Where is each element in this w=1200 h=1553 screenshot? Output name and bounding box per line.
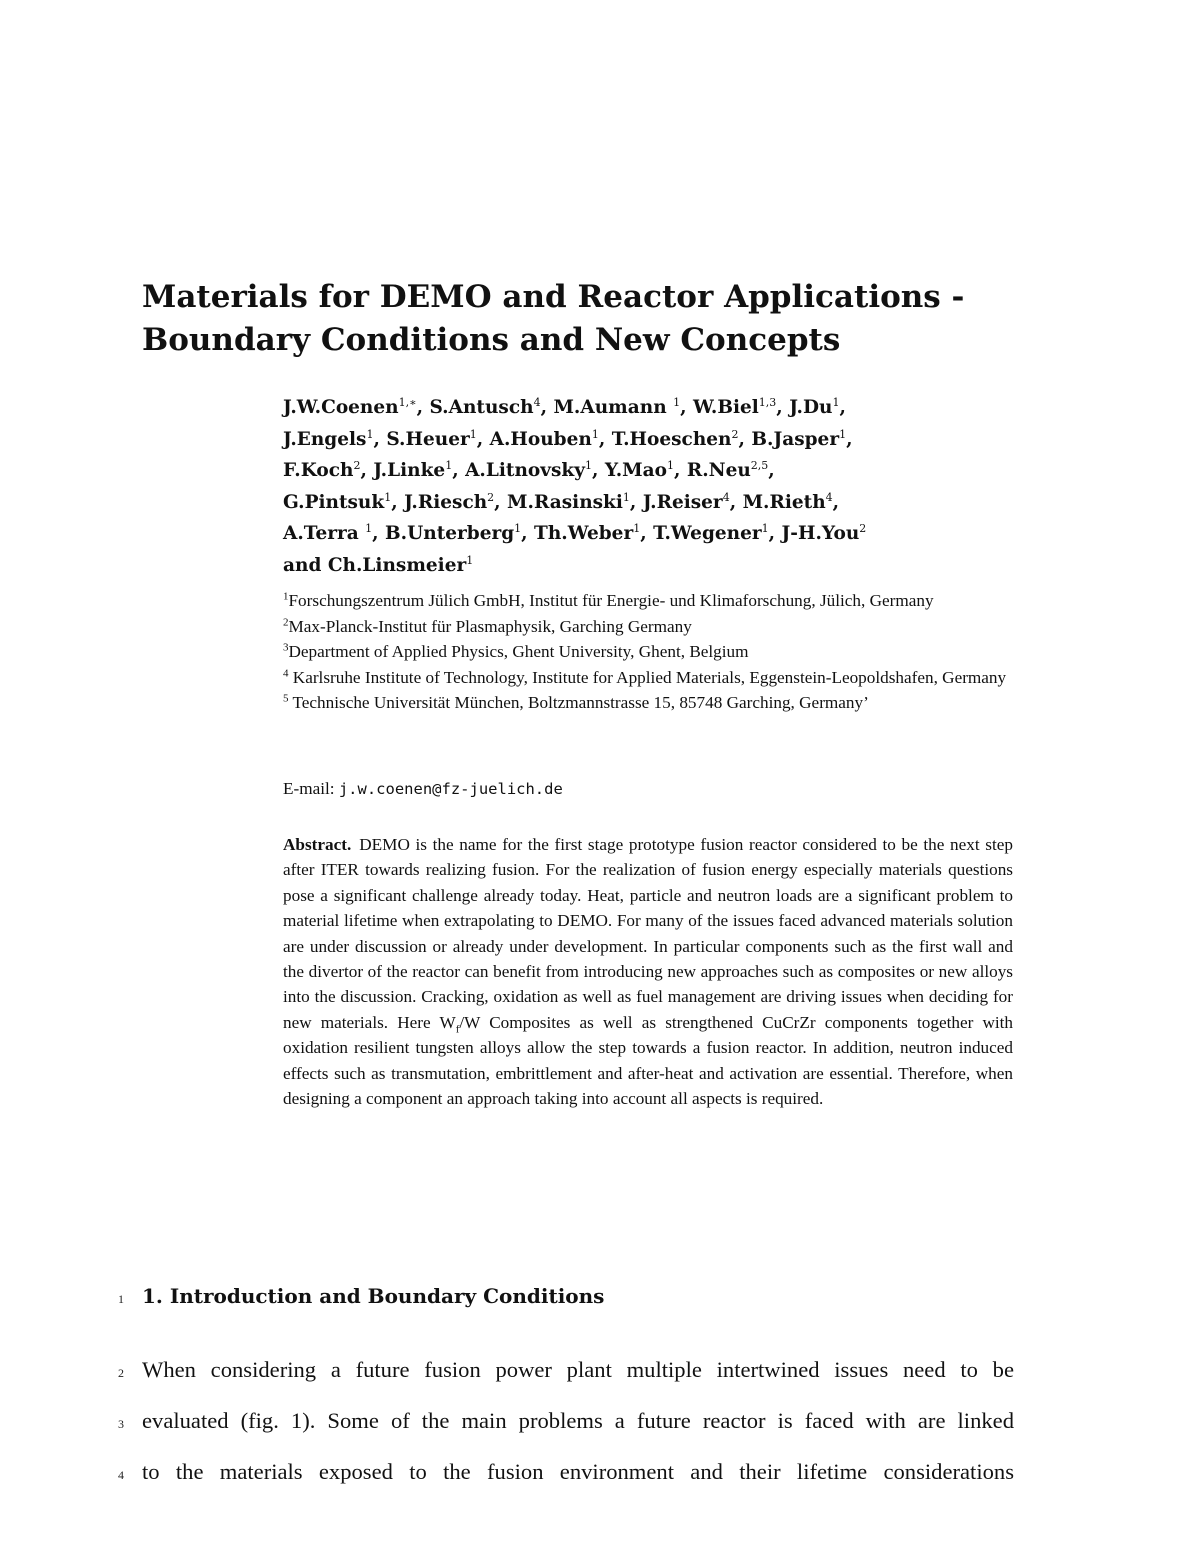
author: J.W.Coenen$^{1,∗}$, (283, 395, 430, 418)
title-line-1: Materials for DEMO and Reactor Applications - (142, 279, 965, 315)
author: J.Reiser$^4$, (642, 490, 743, 513)
author: B.Jasper$^1$, (751, 427, 853, 450)
contact-email (283, 777, 563, 801)
author: J.Linke$^1$, (373, 458, 466, 481)
author: Th.Weber$^1$, (534, 521, 654, 544)
author: A.Litnovsky$^1$, (465, 458, 605, 481)
email-address[interactable]: j.w.coenen@fz-juelich.de (338, 780, 563, 798)
author: W.Biel$^{1,3}$, (692, 395, 790, 418)
author: A.Houben$^1$, (489, 427, 612, 450)
email-label: E-mail: (283, 779, 335, 798)
abstract-text-2: /W Composites as well as strengthened CuCrZr components together with oxidation resilient tungsten alloys allow the step towards a fusion reactor. In addition, neutron induced effects such as transmutation, embrittlement and after-heat and activation are essential. Therefore, when designing a component an approach taking into account all aspects is required. (283, 1012, 1014, 1109)
affiliation: $^3$Department of Applied Physics, Ghent University, Ghent, Belgium (283, 641, 749, 662)
affiliation-list (283, 588, 1043, 716)
author: J.Riesch$^2$, (404, 490, 508, 513)
affiliation: $^4$ Karlsruhe Institute of Technology, Institute for Applied Materials, Eggenstein-Leopoldshafen, Germany (283, 667, 1007, 687)
author-list (283, 392, 1043, 581)
author: and Ch.Linsmeier$^1$ (283, 553, 474, 576)
author: M.Rieth$^4$, (742, 490, 840, 513)
author: S.Antusch$^4$, (429, 395, 554, 418)
line-number: 1 (118, 1292, 124, 1306)
affiliation: $^2$Max-Planck-Institut für Plasmaphysik, Garching Germany (283, 615, 692, 636)
affiliation: $^1$Forschungszentrum Jülich GmbH, Institut für Energie- und Klimaforschung, Jülich, Germany (283, 590, 934, 610)
author: J-H.You$^2$ (781, 521, 867, 544)
author: F.Koch$^2$, (283, 458, 374, 481)
section-heading: 1. Introduction and Boundary Conditions (142, 1284, 605, 1308)
title-line-2: Boundary Conditions and New Concepts (142, 322, 841, 358)
author: M.Rasinski$^1$, (507, 490, 643, 513)
line-number: 3 (118, 1417, 124, 1431)
body-text-line: When considering a future fusion power plant multiple intertwined issues need to be (142, 1357, 1014, 1382)
author: S.Heuer$^1$, (386, 427, 490, 450)
abstract-subscript: f (455, 1023, 460, 1036)
author: B.Unterberg$^1$, (385, 521, 535, 544)
author: M.Aumann $^1$, (553, 395, 693, 418)
abstract (283, 832, 1013, 1111)
author: J.Engels$^1$, (283, 427, 387, 450)
abstract-text-1: DEMO is the name for the first stage prototype fusion reactor considered to be the next step after ITER towards realizing fusion. For the realization of fusion energy especially materials questions pose a significant challenge already today. Heat, particle and neutron loads are a significant problem to material lifetime when extrapolating to DEMO. For many of the issues faced advanced materials solution are under discussion or already under development. In particular components such as the first wall and the divertor of the reactor can benefit from introducing new approaches such as composites or new alloys into the discussion. Cracking, oxidation as well as fuel management are driving issues when deciding for new materials. Here W (283, 835, 1013, 1032)
author: J.Du$^1$, (789, 395, 846, 418)
abstract-label: Abstract. (283, 835, 352, 854)
author: T.Hoeschen$^2$, (611, 427, 752, 450)
body-text-line: to the materials exposed to the fusion environment and their lifetime considerations (142, 1459, 1014, 1484)
author: Y.Mao$^1$, (604, 458, 687, 481)
line-number: 4 (118, 1468, 124, 1482)
line-number: 2 (118, 1366, 124, 1380)
paper-title (142, 276, 1102, 362)
author: A.Terra $^1$, (283, 521, 386, 544)
affiliation: $^5$ Technische Universität München, Boltzmannstrasse 15, 85748 Garching, Germany’ (283, 692, 869, 713)
author: T.Wegener$^1$, (653, 521, 782, 544)
author: R.Neu$^{2,5}$, (686, 458, 775, 481)
author: G.Pintsuk$^1$, (283, 490, 405, 513)
body-text-line: evaluated (fig. 1). Some of the main problems a future reactor is faced with are linked (142, 1408, 1014, 1433)
